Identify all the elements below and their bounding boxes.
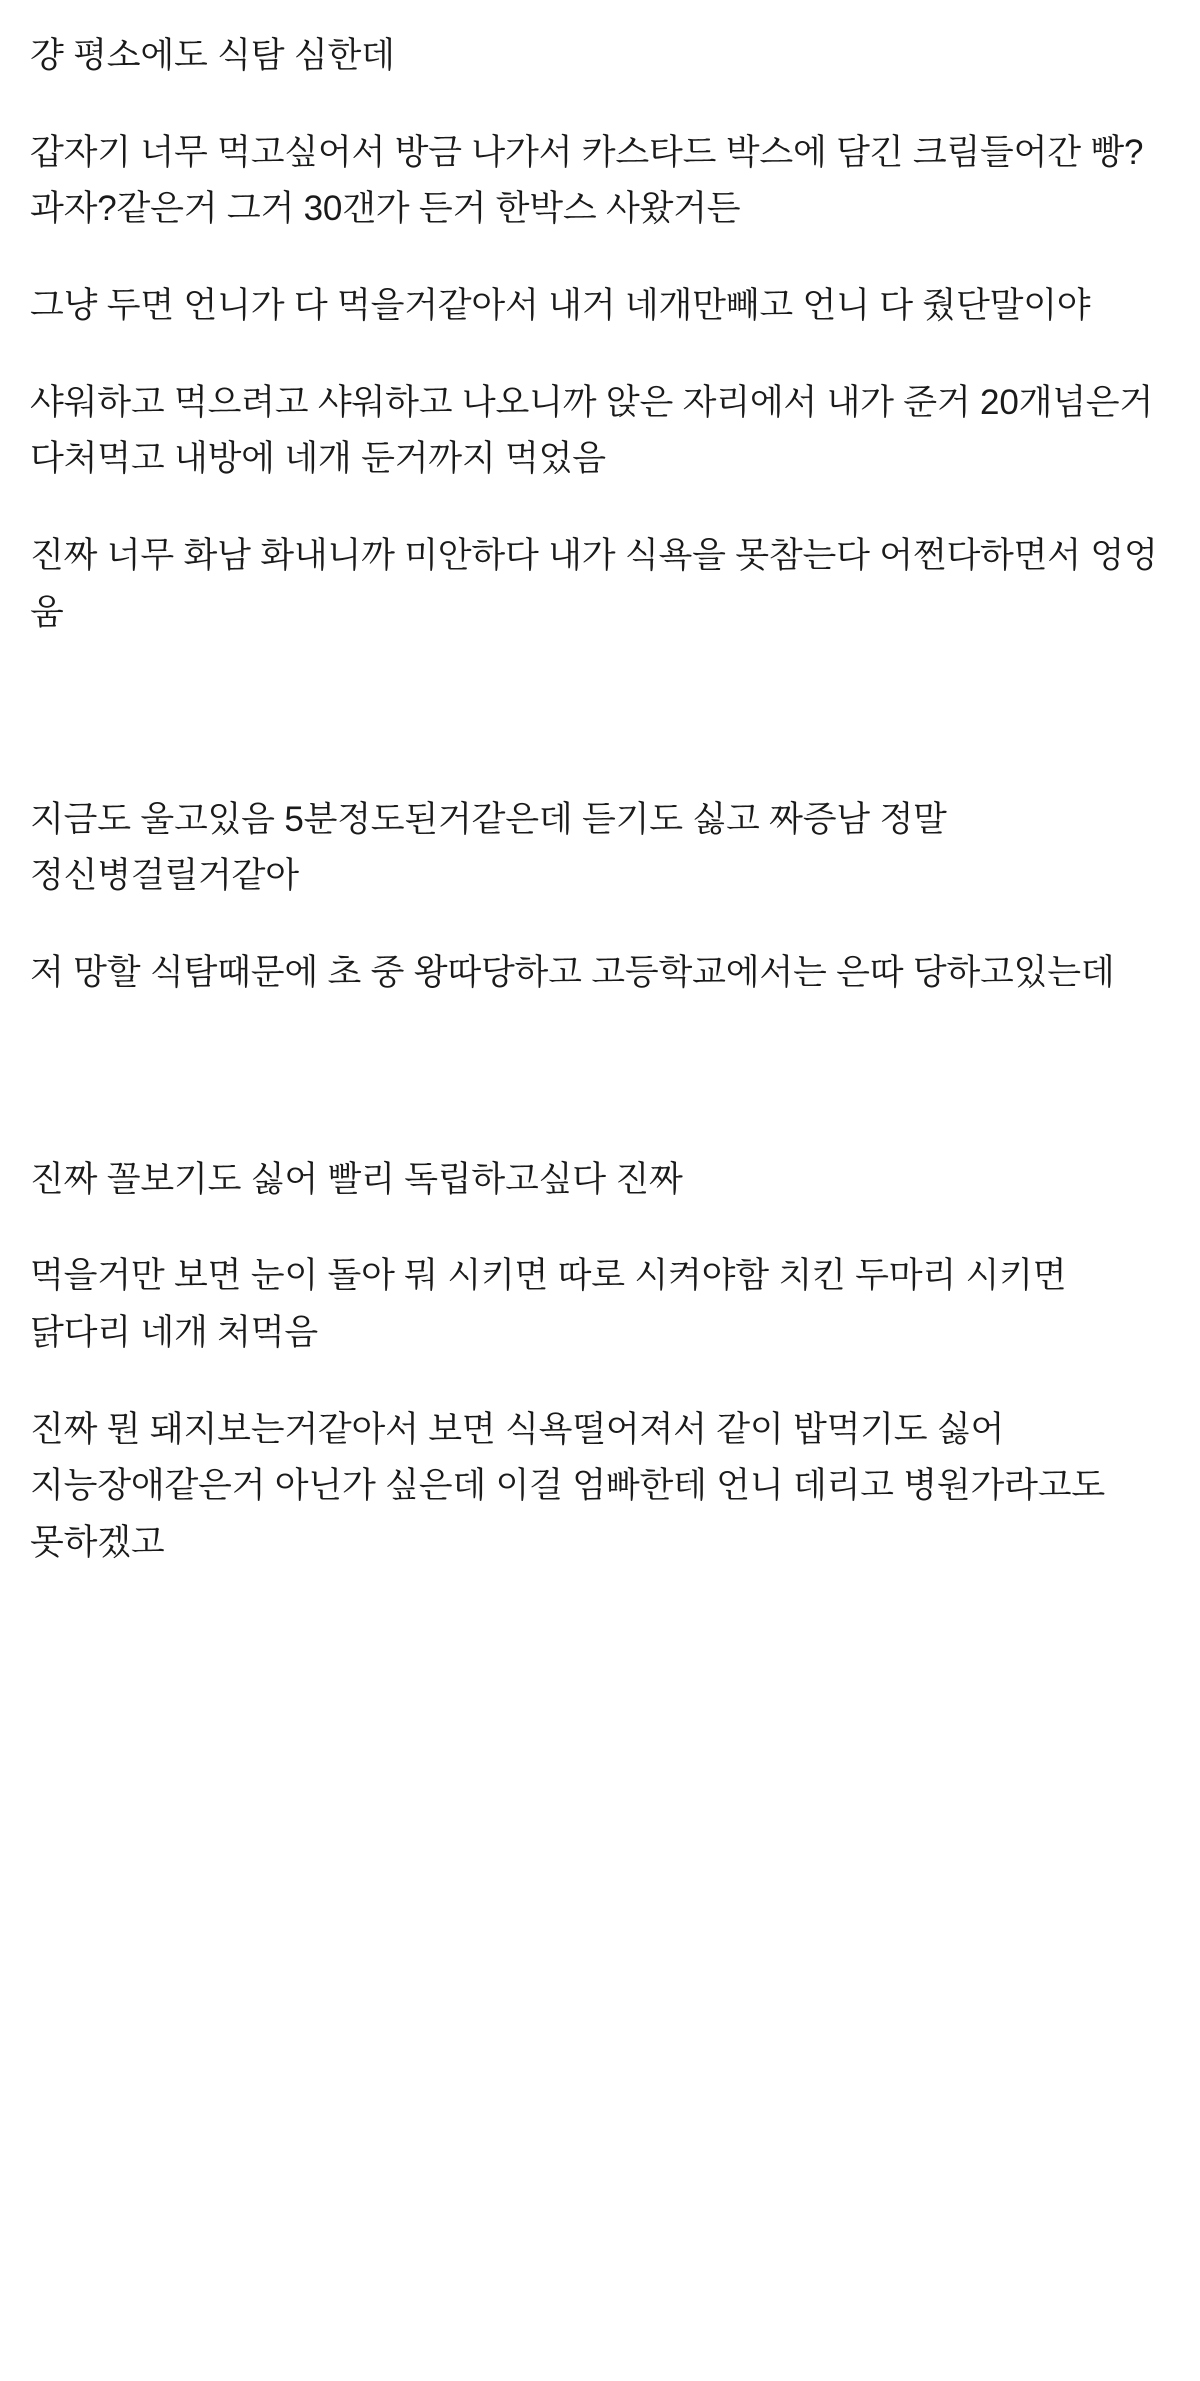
paragraph: 걍 평소에도 식탐 심한데: [30, 36, 395, 75]
paragraph: 지금도 울고있음 5분정도된거같은데 듣기도 싫고 짜증남 정말 정신병걸릴거같아: [30, 799, 957, 896]
paragraph: 진짜 꼴보기도 싫어 빨리 독립하고싶다 진짜: [30, 1159, 683, 1199]
paragraph: 갑자기 너무 먹고싶어서 방금 나가서 카스타드 박스에 담긴 크림들어간 빵? 과자?같은거 그거 30갠가 든거 한박스 사왔거든: [30, 132, 1153, 229]
paragraph: 진짜 너무 화남 화내니까 미안하다 내가 식욕을 못참는다 어쩐다하면서 엉엉 움: [30, 536, 1168, 632]
paragraph: 저 망할 식탐때문에 초 중 왕따당하고 고등학교에서는 은따 당하고있는데: [30, 952, 1115, 992]
paragraph: 그냥 두면 언니가 다 먹을거같아서 내거 네개만빼고 언니 다 줬단말이야: [30, 286, 1091, 326]
paragraph: 먹을거만 보면 눈이 돌아 뭐 시키면 따로 시켜야함 치킨 두마리 시키면 닭다리 네개 처먹음: [30, 1256, 1076, 1352]
paragraph: 진짜 뭔 돼지보는거같아서 보면 식욕떨어져서 같이 밥먹기도 싫어 지능장애같은거 아닌가 싶은데 이걸 엄빠한테 언니 데리고 병원가라고도 못하겠고: [30, 1409, 1115, 1562]
paragraph: 샤워하고 먹으려고 샤워하고 나오니까 앉은 자리에서 내가 준거 20개넘은거 다처먹고 내방에 네개 둔거까지 먹었음: [30, 382, 1163, 479]
post-body: [30, 28, 1170, 1572]
